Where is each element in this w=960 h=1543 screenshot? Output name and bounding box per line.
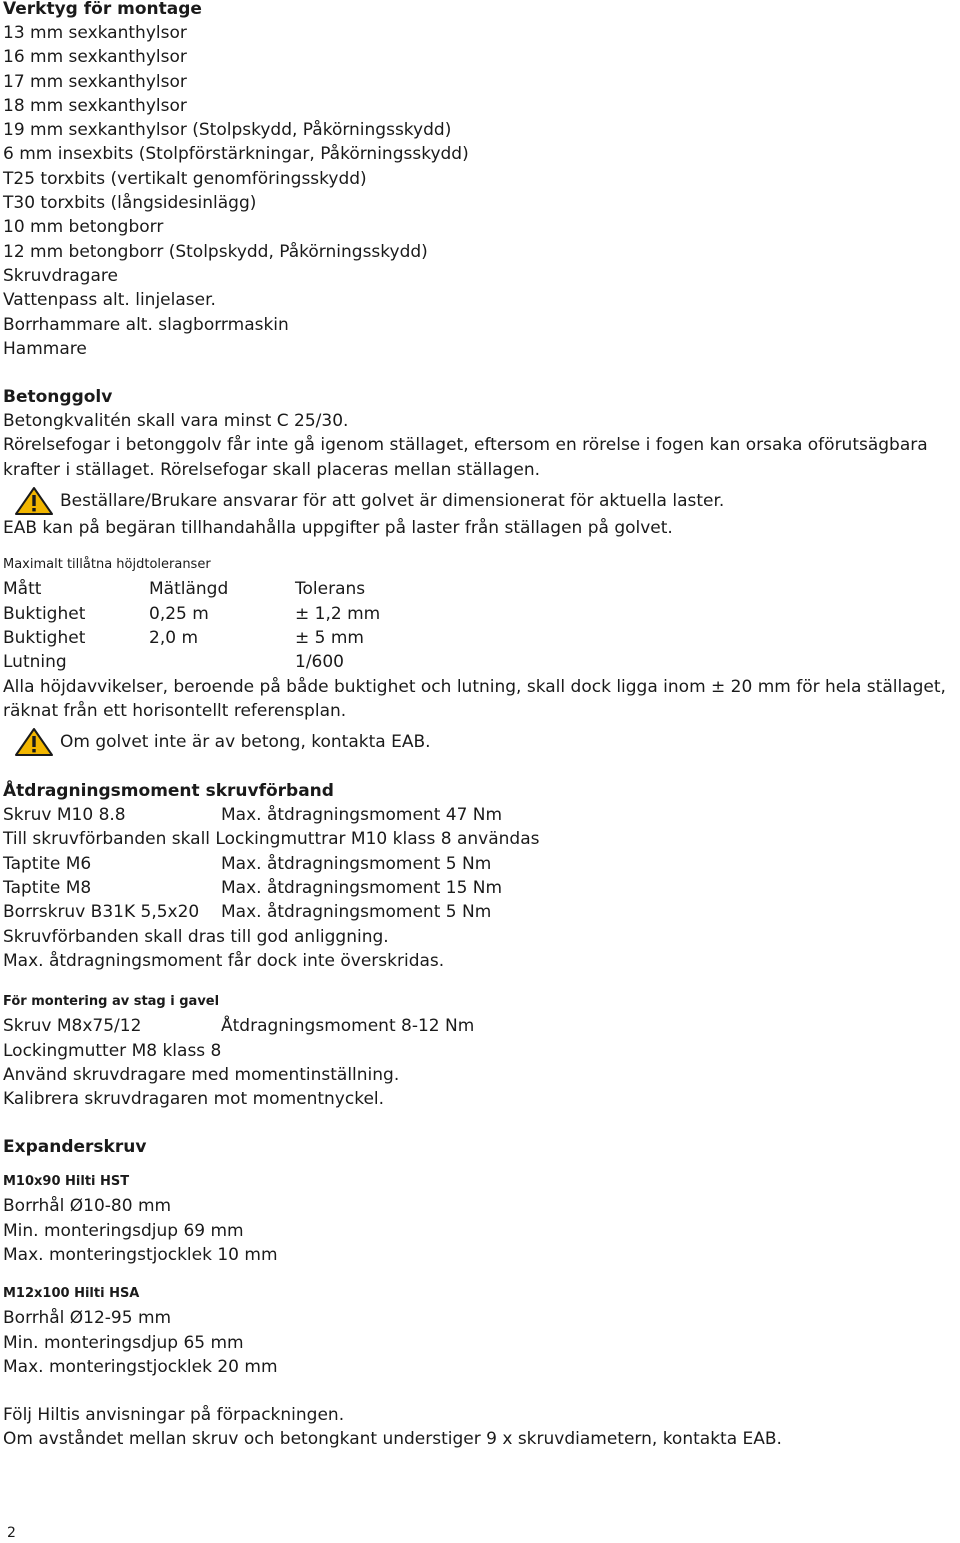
tools-heading: Verktyg för montage	[3, 0, 202, 19]
load-warning-text: Beställare/Brukare ansvarar för att golvet är dimensionerat för aktuella laster.	[60, 491, 725, 512]
hsa-spec-line: Borrhål Ø12-95 mm	[3, 1308, 172, 1329]
tolerance-cell: ± 5 mm	[295, 627, 364, 648]
document-page	[3, 0, 958, 1452]
page-number: 2	[7, 1525, 16, 1541]
torque-note-2: Max. åtdragningsmoment får dock inte överskridas.	[3, 950, 445, 971]
header-matlangd: Mätlängd	[149, 579, 229, 600]
tool-item: Borrhammare alt. slagborrmaskin	[3, 314, 289, 335]
hsa-heading: M12x100 Hilti HSA	[3, 1286, 140, 1302]
torque-screw: Borrskruv B31K 5,5x20	[3, 902, 200, 923]
tolerance-row	[3, 602, 958, 626]
gable-torque: Åtdragningsmoment 8-12 Nm	[221, 1016, 475, 1037]
tool-item: 10 mm betongborr	[3, 217, 164, 238]
torque-row	[3, 876, 958, 900]
tool-item: T25 torxbits (vertikalt genomföringsskydd)	[3, 168, 367, 189]
gable-line-3: Använd skruvdragare med momentinställning.	[3, 1064, 400, 1085]
hst-heading: M10x90 Hilti HST	[3, 1174, 130, 1190]
tolerance-cell	[149, 650, 295, 674]
expander-heading: Expanderskruv	[3, 1137, 147, 1158]
torque-row	[3, 803, 958, 827]
tool-item: 18 mm sexkanthylsor	[3, 95, 187, 116]
tolerance-cell: ± 1,2 mm	[295, 603, 381, 624]
tool-item: 19 mm sexkanthylsor (Stolpskydd, Påkörningsskydd)	[3, 120, 452, 141]
torque-note-1: Skruvförbanden skall dras till god anliggning.	[3, 926, 389, 947]
torque-value: Max. åtdragningsmoment 5 Nm	[221, 902, 492, 923]
torque-heading: Åtdragningsmoment skruvförband	[3, 781, 334, 802]
hsa-list	[3, 1306, 958, 1379]
tolerances-heading: Maximalt tillåtna höjdtoleranser	[3, 557, 211, 573]
gable-heading: För montering av stag i gavel	[3, 994, 220, 1010]
height-deviation-note: Alla höjdavvikelser, beroende på både buktighet och lutning, skall dock ligga inom ± 20 mm för hela ställaget, räknat från ett horisontellt referensplan.	[3, 676, 946, 721]
header-tolerans: Tolerans	[295, 579, 366, 600]
tolerance-row	[3, 626, 958, 650]
torque-screw: Taptite M8	[3, 878, 92, 899]
movement-joints-text: Rörelsefogar i betonggolv får inte gå igenom ställaget, eftersom en rörelse i fogen kan orsaka oförutsägbara krafter i ställaget. Rörelsefogar skall placeras mellan ställagen.	[3, 435, 928, 480]
tool-item: 17 mm sexkanthylsor	[3, 71, 187, 92]
hsa-spec-line: Min. monteringsdjup 65 mm	[3, 1332, 244, 1353]
gable-row	[3, 1014, 958, 1038]
tools-list	[3, 21, 958, 361]
hilti-instructions-text: Följ Hiltis anvisningar på förpackningen.	[3, 1405, 345, 1426]
tolerances-header-row	[3, 577, 958, 601]
tool-item: 12 mm betongborr (Stolpskydd, Påkörningsskydd)	[3, 241, 428, 262]
locking-nut-text: Till skruvförbanden skall Lockingmuttrar M10 klass 8 användas	[3, 829, 540, 850]
hst-list	[3, 1194, 958, 1267]
tolerance-cell: Buktighet	[3, 603, 86, 624]
hsa-spec-line: Max. monteringstjocklek 20 mm	[3, 1356, 278, 1377]
tool-item: Hammare	[3, 338, 87, 359]
gable-screw: Skruv M8x75/12	[3, 1016, 142, 1037]
tolerance-cell: 1/600	[295, 652, 344, 673]
tolerance-cell: Buktighet	[3, 627, 86, 648]
tolerance-cell: 2,0 m	[149, 627, 198, 648]
eab-loads-text: EAB kan på begäran tillhandahålla uppgifter på laster från ställagen på golvet.	[3, 518, 673, 539]
warning-triangle-icon	[14, 486, 54, 516]
torque-screw: Skruv M10 8.8	[3, 805, 126, 826]
tool-item: 13 mm sexkanthylsor	[3, 23, 187, 43]
hst-spec-line: Min. monteringsdjup 69 mm	[3, 1220, 244, 1241]
tolerance-cell: Lutning	[3, 652, 67, 673]
tool-item: 16 mm sexkanthylsor	[3, 47, 187, 68]
tool-item: 6 mm insexbits (Stolpförstärkningar, Påkörningsskydd)	[3, 144, 469, 165]
warning-triangle-icon	[14, 727, 54, 757]
tolerance-row	[3, 650, 958, 674]
gable-line-2: Lockingmutter M8 klass 8	[3, 1040, 222, 1061]
torque-value: Max. åtdragningsmoment 15 Nm	[221, 878, 503, 899]
torque-row	[3, 852, 958, 876]
torque-row	[3, 900, 958, 924]
non-concrete-warning	[3, 727, 958, 757]
tolerance-cell: 0,25 m	[149, 603, 209, 624]
torque-value: Max. åtdragningsmoment 5 Nm	[221, 853, 492, 874]
edge-distance-text: Om avståndet mellan skruv och betongkant understiger 9 x skruvdiametern, kontakta EAB.	[3, 1429, 782, 1450]
header-matt: Mått	[3, 579, 42, 600]
gable-line-4: Kalibrera skruvdragaren mot momentnyckel.	[3, 1089, 385, 1110]
concrete-quality-text: Betongkvalitén skall vara minst C 25/30.	[3, 411, 349, 432]
tool-item: Vattenpass alt. linjelaser.	[3, 290, 216, 311]
tool-item: Skruvdragare	[3, 265, 118, 286]
tool-item: T30 torxbits (långsidesinlägg)	[3, 193, 257, 214]
concrete-heading: Betonggolv	[3, 387, 113, 408]
torque-value: Max. åtdragningsmoment 47 Nm	[221, 805, 503, 826]
torque-screw: Taptite M6	[3, 853, 92, 874]
load-warning	[3, 486, 958, 516]
hst-spec-line: Max. monteringstjocklek 10 mm	[3, 1244, 278, 1265]
hst-spec-line: Borrhål Ø10-80 mm	[3, 1196, 172, 1217]
non-concrete-warning-text: Om golvet inte är av betong, kontakta EAB.	[60, 732, 431, 753]
